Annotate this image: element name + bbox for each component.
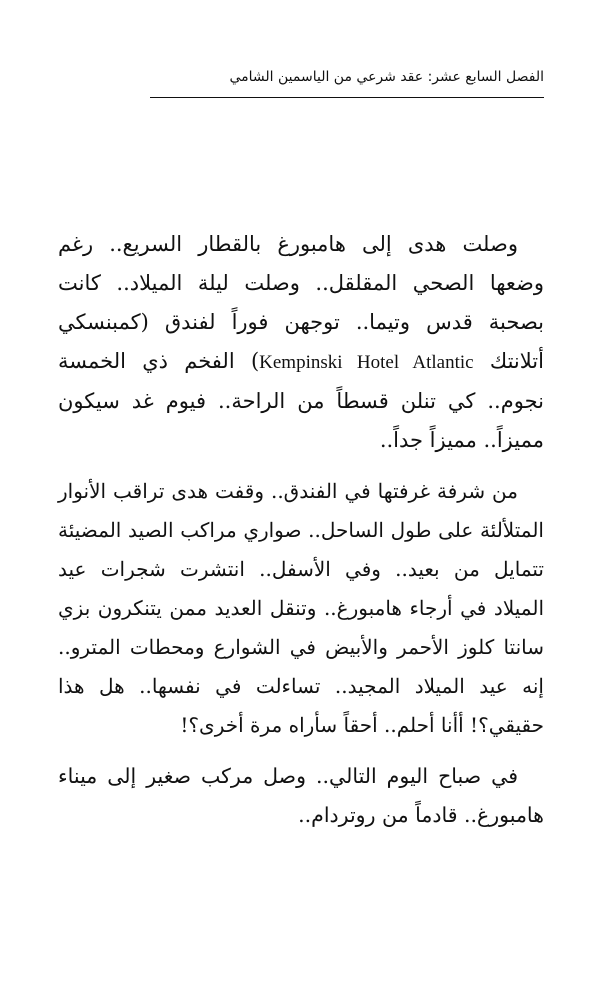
paragraph-1-text-after: ) الفخم ذي الخمسة نجوم.. كي تنلن قسطاً من الراحة.. فيوم غد سيكون مميزاً.. مميزاً جداً.. [58, 349, 544, 452]
running-header-chapter-title: الفصل السابع عشر: عقد شرعي من الياسمين الشامي [229, 69, 544, 85]
paragraph-1-text-before: وصلت هدى إلى هامبورغ بالقطار السريع.. رغم وضعها الصحي المقلقل.. وصلت ليلة الميلاد.. كانت بصحبة قدس وتيما.. توجهن فوراً لفندق (كمبنسكي أتلانتك [58, 232, 544, 373]
paragraph-3: في صباح اليوم التالي.. وصل مركب صغير إلى ميناء هامبورغ.. قادماً من روتردام.. [58, 764, 544, 827]
paragraph-2: من شرفة غرفتها في الفندق.. وقفت هدى تراقب الأنوار المتلألئة على طول الساحل.. صواري مراكب الصيد المضيئة تتمايل من بعيد.. وفي الأسفل.. انتشرت شجرات عيد الميلاد في أرجاء هامبورغ.. وتنقل العديد ممن يتنكرون بزي سانتا كلوز الأحمر والأبيض في الشوارع ومحطات المترو.. إنه عيد الميلاد المجيد.. تساءلت في نفسها.. هل هذا حقيقي؟! أأنا أحلم.. أحقاً سأراه مرة أخرى؟! [58, 479, 544, 737]
hotel-name-latin: Kempinski Hotel Atlantic [259, 352, 474, 373]
paragraph-1 [58, 225, 544, 460]
body-text [58, 225, 544, 847]
header-rule [150, 97, 544, 98]
